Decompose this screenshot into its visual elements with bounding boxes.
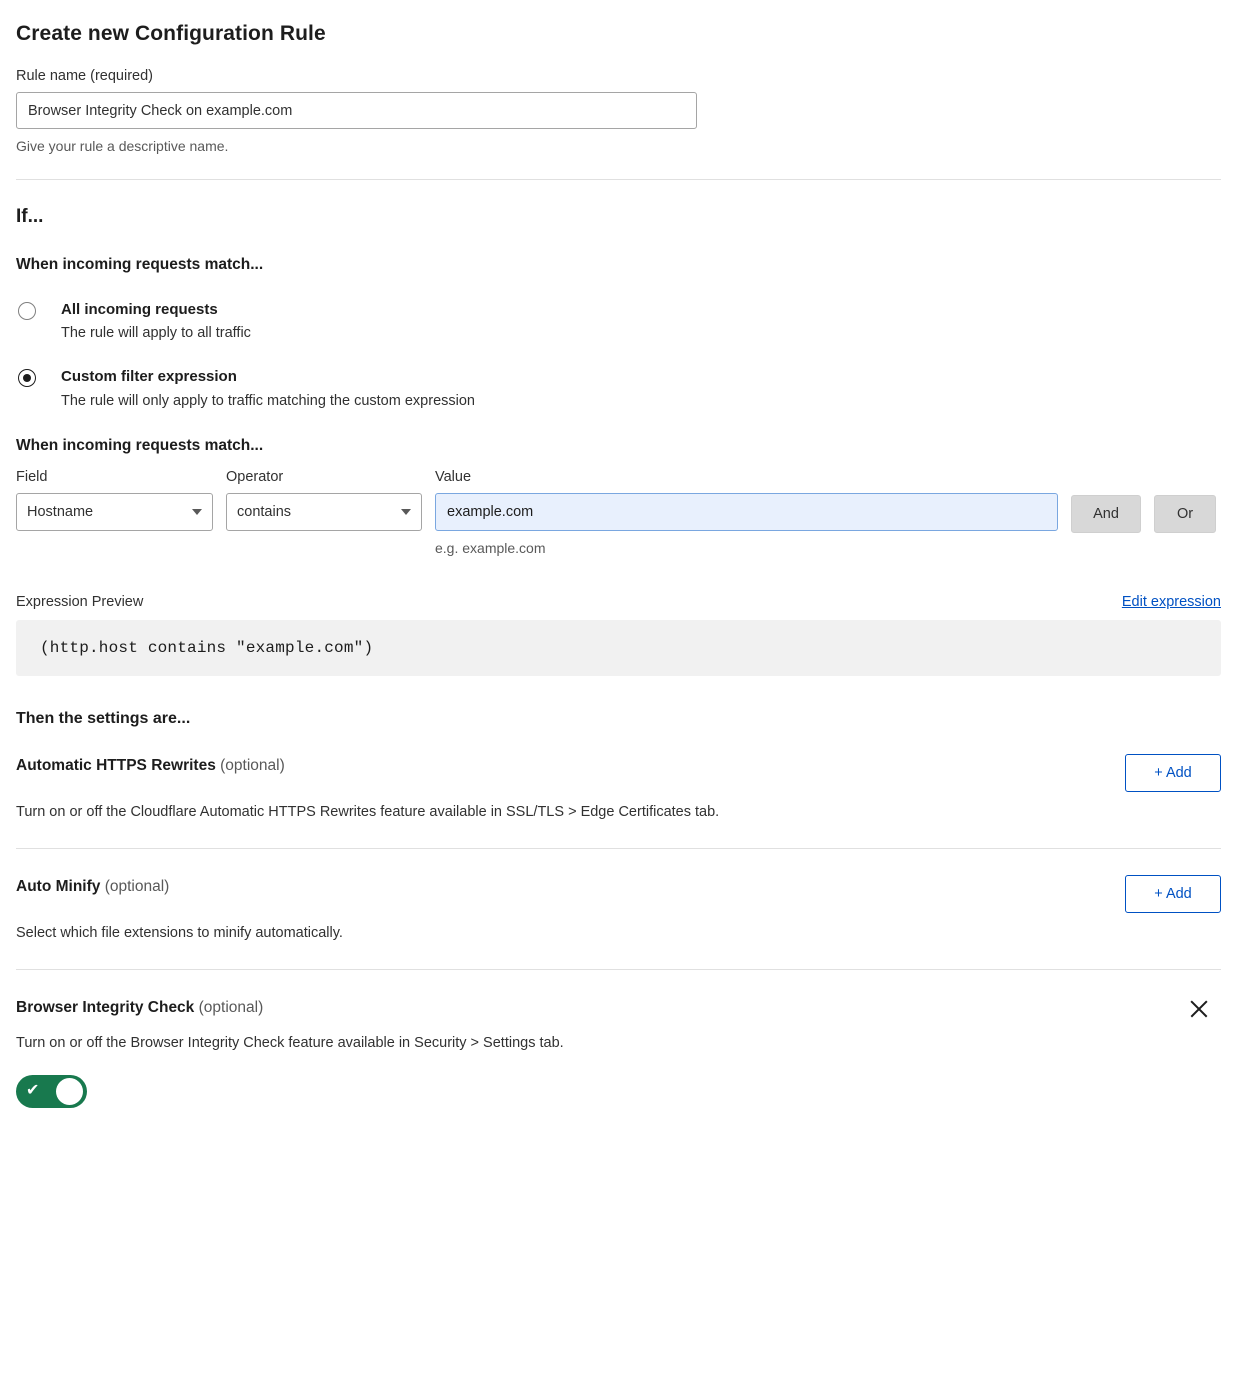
rule-name-help: Give your rule a descriptive name. [16,138,229,154]
rule-name-label: Rule name (required) [16,68,154,84]
setting-browser-integrity-check [16,999,1221,1108]
setting-name-text: Auto Minify [16,877,101,895]
toggle-knob [56,1078,83,1105]
radio-label-all-incoming-requests: All incoming requests [61,301,218,318]
setting-description: Turn on or off the Browser Integrity Check feature available in Security > Settings tab. [16,1034,564,1051]
and-button[interactable]: And [1071,495,1141,533]
radio-desc-custom-filter-expression: The rule will only apply to traffic matching the custom expression [61,392,475,409]
field-select-value: Hostname [27,503,94,520]
operator-select[interactable] [226,493,422,531]
setting-description: Turn on or off the Cloudflare Automatic HTTPS Rewrites feature available in SSL/TLS > Edge Certificates tab. [16,803,720,820]
or-button[interactable]: Or [1154,495,1216,533]
setting-title [16,999,263,1017]
edit-expression-link[interactable]: Edit expression [1121,593,1221,610]
expression-preview-header [16,594,1221,610]
setting-description: Select which file extensions to minify automatically. [16,924,343,941]
divider [16,179,1221,180]
radio-option-all-incoming-requests[interactable] [16,300,1221,341]
radio-label-custom-filter-expression: Custom filter expression [61,368,237,386]
setting-optional-text: (optional) [220,756,285,774]
then-section-heading: Then the settings are... [16,709,191,727]
add-button-automatic-https-rewrites[interactable]: + Add [1125,754,1221,792]
value-input[interactable] [435,493,1058,531]
field-label: Field [16,468,48,485]
divider [16,969,1221,970]
setting-title [16,757,285,775]
setting-auto-minify [16,878,1221,941]
setting-optional-text: (optional) [198,998,264,1016]
close-icon[interactable] [1185,995,1213,1023]
page-title: Create new Configuration Rule [16,22,326,45]
check-icon: ✔ [26,1082,40,1099]
field-select[interactable] [16,493,213,531]
setting-name-text: Browser Integrity Check [16,998,195,1016]
add-button-auto-minify[interactable]: + Add [1125,875,1221,913]
setting-automatic-https-rewrites [16,757,1221,820]
divider [16,848,1221,849]
chevron-down-icon [401,509,411,515]
filter-builder-row [16,469,1221,556]
expression-preview-label: Expression Preview [16,593,144,610]
value-hint: e.g. example.com [435,539,546,556]
chevron-down-icon [192,509,202,515]
rule-name-group [16,68,1221,154]
setting-name-text: Automatic HTTPS Rewrites [16,756,216,774]
match-heading-1: When incoming requests match... [16,256,264,273]
setting-optional-text: (optional) [104,877,170,895]
setting-title [16,878,169,896]
operator-label: Operator [226,468,284,485]
value-label: Value [435,468,472,485]
radio-option-custom-filter-expression[interactable] [16,367,1221,408]
radio-icon-custom-filter-expression[interactable] [18,369,36,387]
browser-integrity-check-toggle[interactable] [16,1075,87,1108]
if-section-heading: If... [16,206,44,227]
radio-desc-all-incoming-requests: The rule will apply to all traffic [61,325,251,342]
radio-icon-all-incoming-requests[interactable] [18,302,36,320]
expression-preview-box: (http.host contains "example.com") [16,620,1221,676]
operator-select-value: contains [237,503,292,520]
rule-name-input[interactable] [16,92,697,129]
match-heading-2: When incoming requests match... [16,436,264,454]
